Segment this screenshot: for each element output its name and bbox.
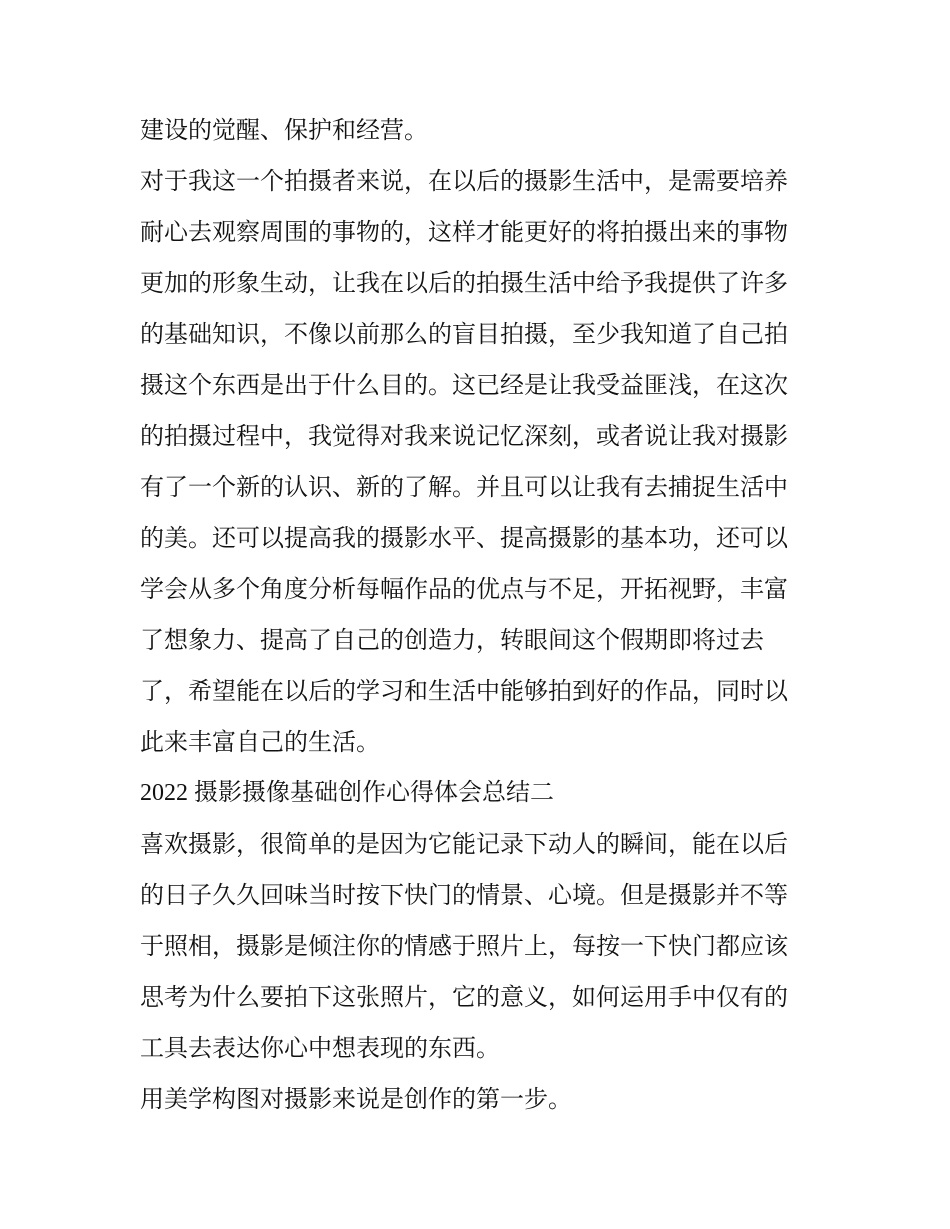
text-line: 工具去表达你心中想表现的东西。 [140,1034,500,1062]
document-body [140,105,820,1125]
text-line: 耐心去观察周围的事物的，这样才能更好的将拍摄出来的事物 [140,218,788,246]
paragraph-3 [140,819,820,1074]
text-line: 学会从多个角度分析每幅作品的优点与不足，开拓视野，丰富 [140,575,788,603]
paragraph-4 [140,1074,820,1125]
section-heading [140,768,820,819]
text-line: 对于我这一个拍摄者来说，在以后的摄影生活中，是需要培养 [140,167,788,195]
text-line: 更加的形象生动，让我在以后的拍摄生活中给予我提供了许多 [140,269,788,297]
text-line: 此来丰富自己的生活。 [140,728,380,756]
text-line: 用美学构图对摄影来说是创作的第一步。 [140,1085,572,1113]
text-line: 了，希望能在以后的学习和生活中能够拍到好的作品，同时以 [140,677,788,705]
text-line: 建设的觉醒、保护和经营。 [140,116,428,144]
section-heading-text: 2022 摄影摄像基础创作心得体会总结二 [140,780,554,806]
text-line: 了想象力、提高了自己的创造力，转眼间这个假期即将过去 [140,626,764,654]
text-line: 喜欢摄影，很简单的是因为它能记录下动人的瞬间，能在以后 [140,830,788,858]
text-line: 的拍摄过程中，我觉得对我来说记忆深刻，或者说让我对摄影 [140,422,788,450]
text-line: 的日子久久回味当时按下快门的情景、心境。但是摄影并不等 [140,881,788,909]
text-line: 的基础知识，不像以前那么的盲目拍摄，至少我知道了自己拍 [140,320,788,348]
text-line: 摄这个东西是出于什么目的。这已经是让我受益匪浅，在这次 [140,371,788,399]
text-line: 有了一个新的认识、新的了解。并且可以让我有去捕捉生活中 [140,473,788,501]
text-line: 思考为什么要拍下这张照片，它的意义，如何运用手中仅有的 [140,983,788,1011]
paragraph-2 [140,156,820,768]
paragraph-1 [140,105,820,156]
text-line: 的美。还可以提高我的摄影水平、提高摄影的基本功，还可以 [140,524,788,552]
text-line: 于照相，摄影是倾注你的情感于照片上，每按一下快门都应该 [140,932,788,960]
